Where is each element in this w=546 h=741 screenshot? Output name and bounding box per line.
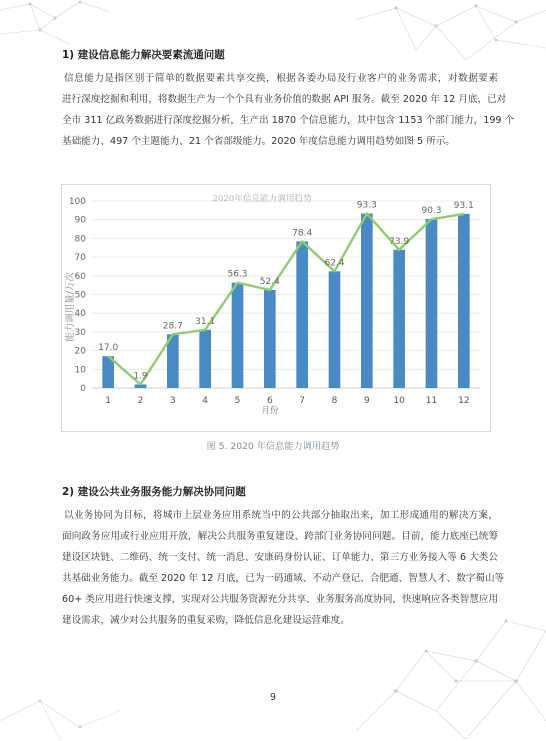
bar-month-9: [361, 214, 373, 388]
x-tick-label: 5: [234, 396, 241, 406]
chart-title: 2020年信息能力调用趋势: [212, 194, 312, 204]
y-tick-label: 20: [74, 346, 86, 357]
y-tick-label: 40: [74, 309, 86, 320]
bar-month-8: [329, 271, 341, 388]
paragraph-line: 面向政务应用或行业应用开放，解决公共服务重复建设、跨部门业务协同问题。目前，能力底座已统筹: [62, 531, 498, 542]
section-2-paragraph: [62, 505, 505, 631]
y-tick-label: 30: [74, 327, 86, 338]
y-tick-label: 0: [80, 384, 86, 394]
paragraph-line: 建设区块链、二维码、统一支付、统一消息、安康码身份认证、订单能力、第三方业务接入等 6 大类公: [62, 552, 498, 563]
y-tick-label: 90: [74, 215, 86, 226]
bar-month-11: [426, 219, 438, 388]
bar-month-4: [199, 330, 211, 388]
network-decoration-bottom-left: [0, 681, 140, 741]
paragraph-line: 基础能力、497 个主题能力、21 个省部级能力。2020 年度信息能力调用趋势如图 5 所示。: [62, 136, 455, 147]
section-2-heading: 2) 建设公共业务服务能力解决协同问题: [62, 486, 246, 498]
section-1-paragraph: [62, 68, 515, 152]
y-tick-label: 10: [74, 365, 86, 376]
x-tick-label: 11: [425, 396, 438, 406]
data-label: 93.1: [453, 200, 474, 211]
y-tick-label: 80: [74, 234, 86, 245]
data-label: 28.7: [162, 321, 183, 332]
x-tick-label: 2: [137, 396, 144, 406]
paragraph-line: 进行深度挖掘和利用，将数据生产为一个个具有业务价值的数据 API 服务。截至 2020 年 12 月底，已对: [62, 94, 507, 105]
x-tick-label: 1: [105, 396, 112, 406]
data-label: 62.4: [324, 258, 345, 269]
y-tick-label: 50: [74, 290, 86, 301]
x-tick-label: 4: [202, 396, 209, 406]
data-label: 56.3: [227, 269, 248, 280]
chart-x-axis-label: 月份: [261, 406, 279, 416]
x-tick-label: 7: [299, 396, 306, 406]
paragraph-line: 以业务协同为目标，将城市上层业务应用系统当中的公共部分抽取出来，加工形成通用的解决方案，: [64, 510, 498, 521]
data-label: 73.9: [389, 236, 410, 247]
paragraph-line: 信息能力是指区别于简单的数据要素共享交换，根据各委办局及行业客户的业务需求，对数据要素: [64, 73, 498, 84]
data-label: 90.3: [421, 206, 442, 217]
x-tick-label: 8: [331, 396, 338, 406]
page-number: 9: [269, 692, 277, 703]
y-tick-label: 100: [68, 197, 86, 207]
x-tick-label: 6: [266, 396, 273, 406]
chart-canvas: [62, 185, 490, 431]
call-trend-chart: [61, 184, 491, 432]
bar-month-6: [264, 290, 276, 388]
bar-month-7: [296, 241, 308, 388]
data-label: 1.9: [133, 371, 148, 382]
data-label: 31.1: [195, 316, 216, 327]
section-1-heading: 1) 建设信息能力解决要素流通问题: [62, 49, 225, 61]
bar-month-10: [393, 250, 405, 388]
bar-month-5: [232, 283, 244, 388]
x-tick-label: 10: [393, 396, 405, 406]
data-label: 52.4: [259, 277, 280, 288]
data-label: 93.3: [356, 200, 377, 211]
paragraph-line: 共基础业务能力。截至 2020 年 12 月底，已为一码通域、不动产登记、合肥通、智慧人才、数字蜀山等: [62, 573, 505, 584]
data-label: 17.0: [98, 343, 119, 354]
x-tick-label: 9: [363, 396, 370, 406]
x-tick-label: 3: [169, 396, 176, 406]
figure-caption: 图 5. 2020 年信息能力调用趋势: [206, 441, 340, 452]
chart-y-axis-label: 能力调用量/万次: [65, 272, 76, 342]
paragraph-line: 60+ 类应用进行快速支撑，实现对公共服务资源充分共享、业务服务高度协同，快速响应各类智慧应用: [62, 594, 498, 605]
network-decoration-top-right: [346, 0, 546, 70]
y-tick-label: 60: [74, 271, 86, 282]
paragraph-line: 全市 311 亿政务数据进行深度挖掘分析，生产出 1870 个信息能力，其中包含 1153 个部门能力，199 个: [62, 115, 515, 126]
data-label: 78.4: [292, 228, 313, 239]
paragraph-line: 建设需求，减少对公共服务的重复采购，降低信息化建设运营难度。: [62, 615, 350, 626]
x-tick-label: 12: [458, 396, 470, 406]
y-tick-label: 70: [74, 253, 86, 264]
trend-line: [108, 214, 464, 385]
bar-month-12: [458, 214, 470, 388]
